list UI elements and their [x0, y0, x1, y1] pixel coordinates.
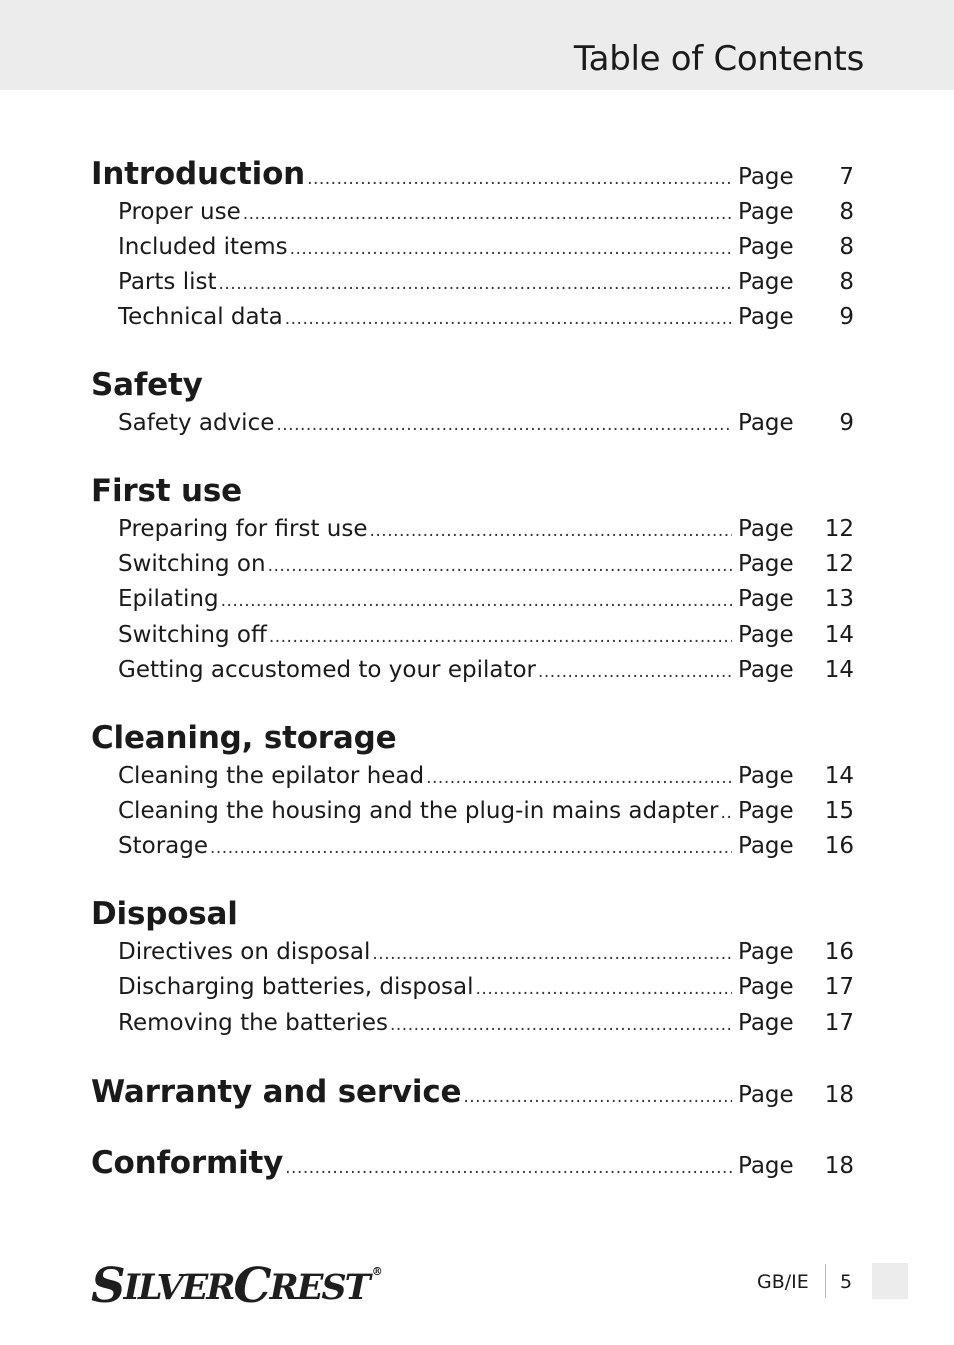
entry-label: Technical data: [118, 304, 283, 330]
page-number: 12: [824, 551, 854, 577]
page-number: 8: [839, 269, 854, 295]
dot-leader: [276, 407, 732, 443]
page-label: Page: [738, 269, 794, 295]
entry-label: Storage: [118, 833, 208, 859]
page-label: Page: [738, 1010, 794, 1036]
page-label: Page: [738, 622, 794, 648]
entry-label: Getting accustomed to your epilator: [118, 657, 536, 683]
brand-logo: S ILVER C REST ®: [91, 1258, 383, 1314]
dot-leader: [290, 231, 732, 267]
entry-label: Parts list: [118, 269, 217, 295]
entry-label: Switching on: [118, 551, 266, 577]
entry-label: Included items: [118, 234, 288, 260]
dot-leader: [476, 971, 732, 1007]
page-label: Page: [738, 304, 794, 330]
toc-entry-introduction[interactable]: [91, 156, 854, 192]
footer-divider: [825, 1264, 826, 1298]
page-label: Page: [738, 833, 794, 859]
page-number: 17: [824, 974, 854, 1000]
page-number: 14: [824, 622, 854, 648]
page-label: Page: [738, 516, 794, 542]
dot-leader: [285, 1150, 732, 1186]
dot-leader: [463, 1079, 732, 1115]
toc-entry[interactable]: [118, 229, 854, 265]
page-number: 14: [824, 763, 854, 789]
page-number: 12: [824, 516, 854, 542]
page-label: Page: [738, 1153, 794, 1179]
page-number: 16: [824, 939, 854, 965]
toc-entry[interactable]: [118, 617, 854, 653]
page-number: 9: [839, 304, 854, 330]
page-label: Page: [738, 974, 794, 1000]
page-number: 8: [839, 234, 854, 260]
toc-entry[interactable]: [118, 652, 854, 688]
toc-entry-warranty[interactable]: [91, 1074, 854, 1110]
toc-entry[interactable]: [118, 828, 854, 864]
page-label: Page: [738, 763, 794, 789]
page-label: Page: [738, 199, 794, 225]
dot-leader: [307, 161, 732, 197]
toc-entry[interactable]: [118, 511, 854, 547]
toc-entry[interactable]: [118, 581, 854, 617]
dot-leader: [538, 654, 732, 690]
dot-leader: [720, 795, 732, 831]
region-code: GB/IE: [757, 1271, 809, 1293]
entry-label: Switching off: [118, 622, 267, 648]
page-number: 13: [824, 586, 854, 612]
toc-entry[interactable]: [118, 405, 854, 441]
section-heading-safety: Safety: [91, 367, 203, 403]
toc-entry[interactable]: [118, 264, 854, 300]
section-heading: Conformity: [91, 1145, 284, 1181]
page-label: Page: [738, 798, 794, 824]
page-label: Page: [738, 657, 794, 683]
page-label: Page: [738, 1082, 794, 1108]
dot-leader: [210, 830, 732, 866]
toc-entry[interactable]: [118, 969, 854, 1005]
dot-leader: [221, 583, 732, 619]
dot-leader: [372, 936, 732, 972]
page-number: 14: [824, 657, 854, 683]
section-heading-first-use: First use: [91, 473, 242, 509]
page-number: 17: [824, 1010, 854, 1036]
page-tab-marker: [872, 1263, 908, 1299]
toc-entry[interactable]: [118, 1005, 854, 1041]
page-label: Page: [738, 234, 794, 260]
entry-label: Cleaning the epilator head: [118, 763, 425, 789]
dot-leader: [285, 301, 732, 337]
section-heading-cleaning: Cleaning, storage: [91, 720, 397, 756]
page-number: 16: [824, 833, 854, 859]
dot-leader: [426, 760, 732, 796]
toc-entry-conformity[interactable]: [91, 1145, 854, 1181]
page-number: 15: [824, 798, 854, 824]
entry-label: Cleaning the housing and the plug-in mains adapter: [118, 798, 719, 824]
page-label: Page: [738, 586, 794, 612]
entry-label: Safety advice: [118, 410, 275, 436]
page-number: 9: [839, 410, 854, 436]
section-heading: Introduction: [91, 156, 306, 192]
entry-label: Removing the batteries: [118, 1010, 388, 1036]
toc-entry[interactable]: [118, 758, 854, 794]
page-label: Page: [738, 551, 794, 577]
dot-leader: [218, 266, 732, 302]
entry-label: Directives on disposal: [118, 939, 371, 965]
entry-label: Discharging batteries, disposal: [118, 974, 474, 1000]
dot-leader: [243, 196, 732, 232]
dot-leader: [268, 548, 732, 584]
section-heading-disposal: Disposal: [91, 896, 238, 932]
section-heading: Warranty and service: [91, 1074, 462, 1110]
page-label: Page: [738, 164, 794, 190]
toc-entry[interactable]: [118, 793, 854, 829]
page-number-footer: 5: [840, 1271, 853, 1293]
toc-entry[interactable]: [118, 299, 854, 335]
page-number: 18: [824, 1153, 854, 1179]
page-label: Page: [738, 410, 794, 436]
toc-entry[interactable]: [118, 934, 854, 970]
toc-entry[interactable]: [118, 546, 854, 582]
page-number: 7: [839, 164, 854, 190]
page-label: Page: [738, 939, 794, 965]
page-title: Table of Contents: [573, 39, 864, 79]
entry-label: Preparing for first use: [118, 516, 368, 542]
toc-entry[interactable]: [118, 194, 854, 230]
entry-label: Proper use: [118, 199, 241, 225]
dot-leader: [269, 619, 732, 655]
page-number: 8: [839, 199, 854, 225]
dot-leader: [390, 1007, 732, 1043]
dot-leader: [370, 513, 733, 549]
entry-label: Epilating: [118, 586, 219, 612]
page-number: 18: [824, 1082, 854, 1108]
